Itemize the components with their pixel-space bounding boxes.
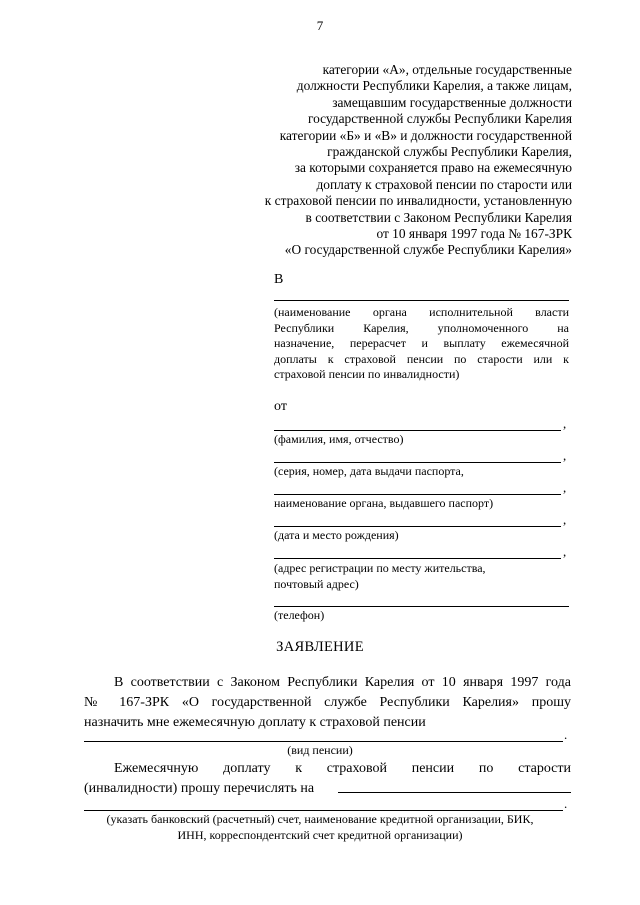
address-caption-2: почтовый адрес)	[274, 577, 359, 591]
payment-account-field-1[interactable]	[338, 792, 571, 793]
passport-field[interactable]	[274, 462, 561, 463]
comma: ,	[563, 512, 567, 527]
pension-type-field[interactable]	[84, 741, 563, 742]
document-heading: ЗАЯВЛЕНИЕ	[276, 639, 364, 655]
paragraph-line: назначить мне ежемесячную доплату к страховой пенсии	[84, 715, 426, 730]
page-number: 7	[316, 18, 324, 33]
bank-caption-1: (указать банковский (расчетный) счет, наименование кредитной организации, БИК,	[106, 812, 534, 826]
phone-field[interactable]	[274, 606, 569, 607]
address-line: замещавшим государственные должности	[332, 94, 572, 110]
payment-paragraph	[84, 759, 571, 799]
passport-caption: (серия, номер, дата выдачи паспорта,	[274, 464, 464, 478]
address-line: должности Республики Карелия, а также лицам,	[296, 78, 572, 94]
comma: ,	[563, 480, 567, 495]
address-line: государственной службы Республики Карелия	[307, 111, 572, 127]
address-line: гражданской службы Республики Карелия,	[327, 144, 572, 160]
organ-caption-line: назначение, перерасчет и выплату ежемесячной	[274, 336, 569, 350]
from-prefix: от	[274, 399, 287, 414]
organ-name-field[interactable]	[274, 300, 569, 301]
paragraph-line: № 167-ЗРК «О государственной службе Республики Карелия» прошу	[84, 695, 571, 710]
passport-issuer-field[interactable]	[274, 494, 561, 495]
period: .	[564, 796, 568, 811]
to-prefix: В	[274, 272, 284, 287]
organ-caption-line: Республики Карелия, уполномоченного на	[274, 320, 569, 335]
organ-caption-line: доплаты к страховой пенсии по старости или к	[274, 351, 569, 366]
passport-issuer-caption: наименование органа, выдавшего паспорт)	[274, 496, 494, 510]
address-line: категории «Б» и «В» и должности государственной	[279, 127, 572, 143]
organ-caption	[274, 305, 569, 383]
address-line: за которыми сохраняется право на ежемесячную	[294, 160, 572, 176]
address-line: от 10 января 1997 года № 167-ЗРК	[376, 226, 572, 242]
paragraph-line: (инвалидности) прошу перечислять на	[84, 781, 315, 796]
address-line: категории «А», отдельные государственные	[322, 62, 572, 77]
organ-caption-line: (наименование органа исполнительной власти	[274, 305, 569, 319]
phone-caption: (телефон)	[274, 608, 325, 622]
organ-caption-line: страховой пенсии по инвалидности)	[274, 367, 460, 381]
period: .	[564, 727, 568, 742]
paragraph-line: В соответствии с Законом Республики Карелия от 10 января 1997 года	[114, 675, 571, 690]
addressee-block	[192, 62, 572, 259]
comma: ,	[563, 448, 567, 463]
address-line: доплату к страховой пенсии по старости или	[316, 176, 572, 192]
address-line: «О государственной службе Республики Карелия»	[284, 242, 572, 258]
address-line: к страховой пенсии по инвалидности, установленную	[264, 193, 572, 209]
paragraph-line: Ежемесячную доплату к страховой пенсии по старости	[114, 761, 571, 776]
comma: ,	[563, 416, 567, 431]
address-caption-1: (адрес регистрации по месту жительства,	[274, 561, 486, 575]
fio-field[interactable]	[274, 430, 561, 431]
statement-paragraph	[84, 673, 571, 733]
address-line: в соответствии с Законом Республики Карелия	[305, 209, 572, 225]
comma: ,	[563, 544, 567, 559]
birth-field[interactable]	[274, 526, 561, 527]
bank-caption-2: ИНН, корреспондентский счет кредитной организации)	[177, 828, 463, 842]
address-field[interactable]	[274, 558, 561, 559]
fio-caption: (фамилия, имя, отчество)	[274, 432, 404, 446]
payment-account-field-2[interactable]	[84, 810, 563, 811]
birth-caption: (дата и место рождения)	[274, 528, 399, 542]
pension-type-caption: (вид пенсии)	[287, 743, 353, 757]
